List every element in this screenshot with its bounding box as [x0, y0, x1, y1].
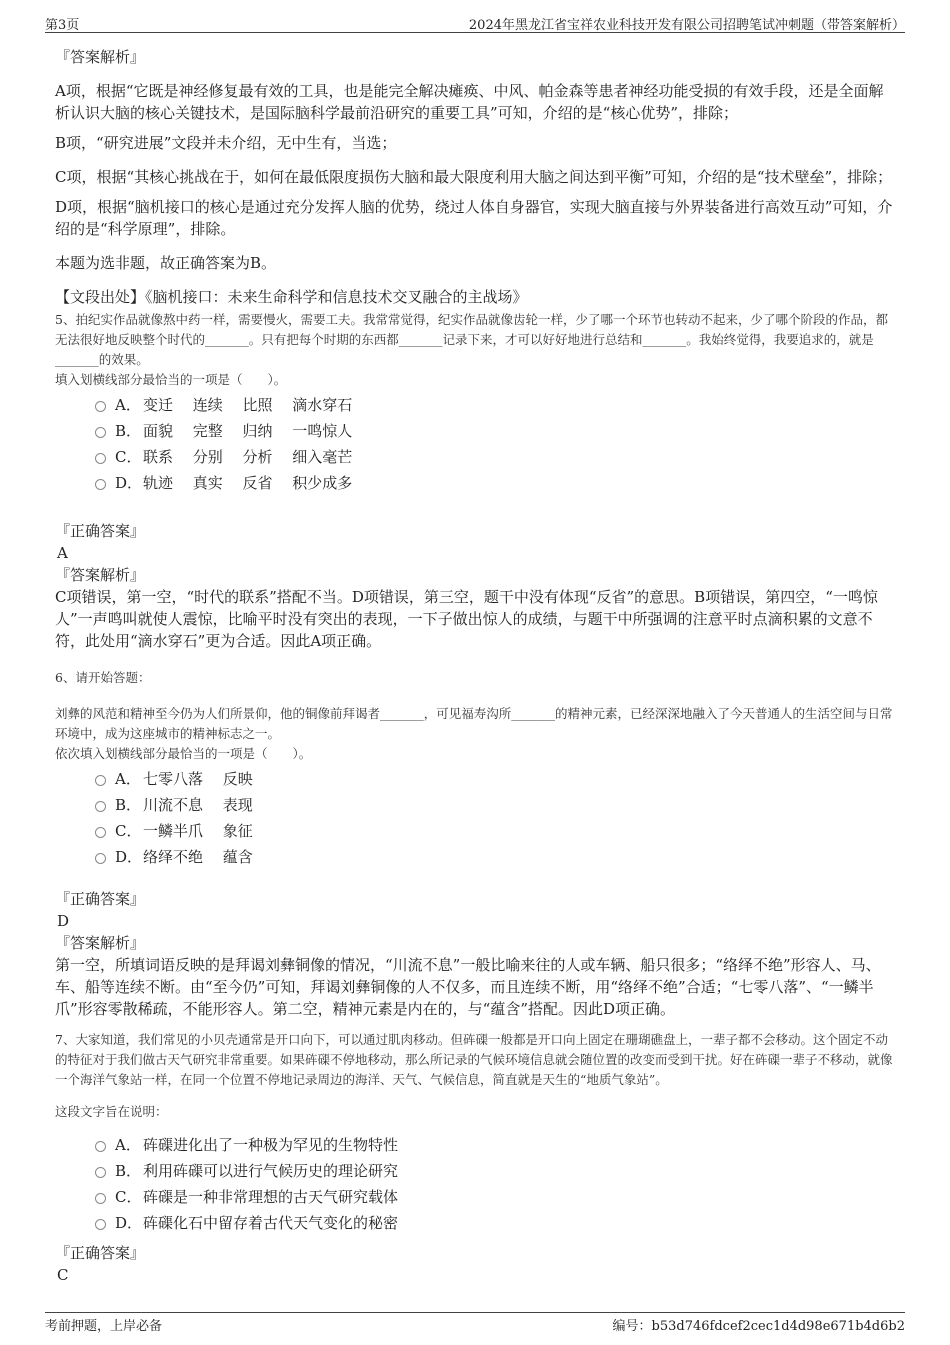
q7-correct-answer: C — [57, 1266, 69, 1284]
q7-option-c[interactable]: C． 砗磲是一种非常理想的古天气研究载体 — [95, 1184, 895, 1210]
q4-analysis-a: A项，根据“它既是神经修复最有效的工具，也是能完全解决瘫痪、中风、帕金森等患者神经功能受损的有效手段，还是全面解析认识大脑的核心关键技术，是国际脑科学最前沿研究的重要工具”可知，介绍的是“核心优势”，排除； — [55, 82, 884, 122]
q5-correct-label: 『正确答案』 — [55, 522, 146, 540]
q4-conclusion: 本题为选非题，故正确答案为B。 — [55, 254, 277, 272]
q5-prompt: 填入划横线部分最恰当的一项是（ ）。 — [55, 372, 287, 387]
q7-option-a[interactable]: A． 砗磲进化出了一种极为罕见的生物特性 — [95, 1132, 895, 1158]
page-footer — [45, 1312, 905, 1333]
q5-stem: 5、拍纪实作品就像熬中药一样，需要慢火，需要工夫。我常常觉得，纪实作品就像齿轮一样，少了哪一个环节也转动不起来，少了哪个阶段的作品，都无法很好地反映整个时代的_______。只有把每个时期的东西都_______记录下来，才可以好好地进行总结和_______。我始终觉得，我要追求的，就是_______的效果。 — [55, 312, 888, 367]
q6-correct-answer: D — [57, 912, 70, 930]
q5-option-c[interactable]: C． 联系 分别 分析 细入毫芒 — [95, 444, 895, 470]
page-content — [55, 44, 895, 1286]
document-title: 2024年黑龙江省宝祥农业科技开发有限公司招聘笔试冲刺题（带答案解析） — [468, 18, 905, 33]
page-number: 第3页 — [45, 18, 80, 33]
q6-intro: 6、请开始答题： — [55, 670, 151, 685]
q4-source: 【文段出处】《脑机接口：未来生命科学和信息技术交叉融合的主战场》 — [55, 288, 528, 306]
radio-icon[interactable] — [95, 801, 106, 812]
document-id: 编号：b53d746fdcef2cec1d4d98e671b4d6b2 — [612, 1319, 905, 1334]
q5-option-b[interactable]: B． 面貌 完整 归纳 一鸣惊人 — [95, 418, 895, 444]
q7-prompt: 这段文字旨在说明： — [55, 1104, 168, 1119]
radio-icon[interactable] — [95, 827, 106, 838]
radio-icon[interactable] — [95, 1193, 106, 1204]
radio-icon[interactable] — [95, 853, 106, 864]
page-header — [45, 12, 905, 33]
q7-option-b[interactable]: B． 利用砗磲可以进行气候历史的理论研究 — [95, 1158, 895, 1184]
radio-icon[interactable] — [95, 1219, 106, 1230]
q5-option-d[interactable]: D．轨迹 真实 反省 积少成多 — [95, 470, 895, 496]
q6-options — [95, 766, 895, 870]
footer-slogan: 考前押题，上岸必备 — [45, 1319, 163, 1334]
q4-analysis-d: D项，根据“脑机接口的核心是通过充分发挥人脑的优势，绕过人体自身器官，实现大脑直接与外界装备进行高效互动”可知，介绍的是“科学原理”，排除。 — [55, 198, 893, 238]
q4-analysis-label: 『答案解析』 — [55, 48, 146, 66]
q5-analysis-label: 『答案解析』 — [55, 566, 146, 584]
q6-option-b[interactable]: B． 川流不息 表现 — [95, 792, 895, 818]
radio-icon[interactable] — [95, 453, 106, 464]
q6-prompt: 依次填入划横线部分最恰当的一项是（ ）。 — [55, 746, 312, 761]
q5-correct-answer: A — [57, 544, 68, 562]
radio-icon[interactable] — [95, 1141, 106, 1152]
radio-icon[interactable] — [95, 427, 106, 438]
radio-icon[interactable] — [95, 401, 106, 412]
q6-analysis: 第一空，所填词语反映的是拜谒刘彝铜像的情况，“川流不息”一般比喻来往的人或车辆、船只很多；“络绎不绝”形容人、马、车、船等连续不断。由“至今仍”可知，拜谒刘彝铜像的人不仅多，而且连续不断，用“络绎不绝”合适；“七零八落”、“一鳞半爪”形容零散稀疏，不能形容人。第二空，精神元素是内在的，与“蕴含”搭配。因此D项正确。 — [55, 956, 881, 1018]
q7-stem: 7、大家知道，我们常见的小贝壳通常是开口向下，可以通过肌肉移动。但砗磲一般都是开口向上固定在珊瑚礁盘上，一辈子都不会移动。这个固定不动的特征对于我们做古天气研究非常重要。如果砗磲不停地移动，那么所记录的气候环境信息就会随位置的改变而受到干扰。好在砗磲一辈子不移动，就像一个海洋气象站一样，在同一个位置不停地记录周边的海洋、天气、气候信息，简直就是天生的“地质气象站”。 — [55, 1032, 893, 1087]
q5-options — [95, 392, 895, 496]
q5-analysis: C项错误，第一空，“时代的联系”搭配不当。D项错误，第三空，题干中没有体现“反省”的意思。B项错误，第四空，“一鸣惊人”一声鸣叫就使人震惊，比喻平时没有突出的表现，一下子做出惊人的成绩，与题干中所强调的注意平时点滴积累的文意不符，此处用“滴水穿石”更为合适。因此A项正确。 — [55, 588, 878, 650]
q6-option-c[interactable]: C． 一鳞半爪 象征 — [95, 818, 895, 844]
radio-icon[interactable] — [95, 479, 106, 490]
q6-analysis-label: 『答案解析』 — [55, 934, 146, 952]
q4-analysis-b: B项，“研究进展”文段并未介绍，无中生有，当选； — [55, 134, 397, 152]
q6-correct-label: 『正确答案』 — [55, 890, 146, 908]
q7-correct-label: 『正确答案』 — [55, 1244, 146, 1262]
radio-icon[interactable] — [95, 775, 106, 786]
q6-option-d[interactable]: D．络绎不绝 蕴含 — [95, 844, 895, 870]
q4-analysis-c: C项，根据“其核心挑战在于，如何在最低限度损伤大脑和最大限度利用大脑之间达到平衡”可知，介绍的是“技术壁垒”，排除； — [55, 168, 893, 186]
q5-option-a[interactable]: A． 变迁 连续 比照 滴水穿石 — [95, 392, 895, 418]
radio-icon[interactable] — [95, 1167, 106, 1178]
q7-option-d[interactable]: D．砗磲化石中留存着古代天气变化的秘密 — [95, 1210, 895, 1236]
q6-option-a[interactable]: A． 七零八落 反映 — [95, 766, 895, 792]
q7-options — [95, 1132, 895, 1236]
q6-stem: 刘彝的风范和精神至今仍为人们所景仰，他的铜像前拜谒者_______，可见福寿沟所_______的精神元素，已经深深地融入了今天普通人的生活空间与日常环境中，成为这座城市的精神标志之一。 — [55, 706, 893, 741]
